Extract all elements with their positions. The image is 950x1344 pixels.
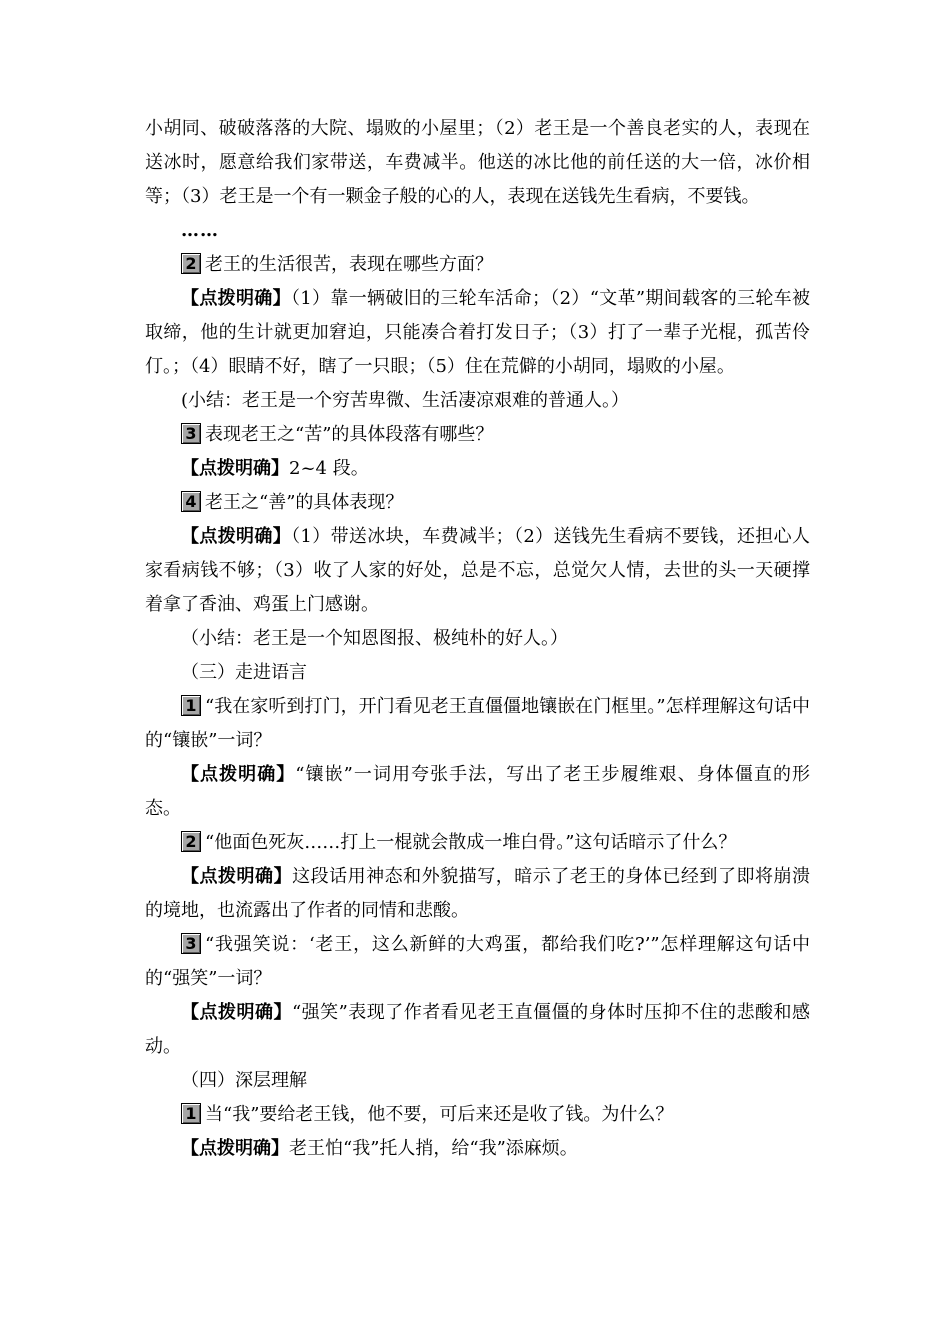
number-badge-2: 2 <box>181 831 201 852</box>
answer-text: “强笑”表现了作者看见老王直僵僵的身体时压抑不住的悲酸和感动。 <box>145 1002 811 1057</box>
question-text: 表现老王之“苦”的具体段落有哪些？ <box>205 424 494 445</box>
answer-3 <box>145 452 810 486</box>
language-answer-1 <box>145 758 810 826</box>
intro-paragraph: 小胡同、破破落落的大院、塌败的小屋里；（2）老王是一个善良老实的人，表现在送冰时，愿意给我们家带送，车费减半。他送的冰比他的前任送的大一倍，冰价相等；（3）老王是一个有一颗金子般的心的人，表现在送钱先生看病，不要钱。 <box>145 118 810 207</box>
answer-text: 这段话用神态和外貌描写，暗示了老王的身体已经到了即将崩溃的境地，也流露出了作者的同情和悲酸。 <box>145 866 810 921</box>
language-question-1 <box>145 690 810 758</box>
summary-2: (小结：老王是一个穷苦卑微、生活凄凉艰难的普通人。） <box>181 390 630 411</box>
number-badge-4: 4 <box>181 491 201 512</box>
question-text: 当“我”要给老王钱，他不要，可后来还是收了钱。为什么？ <box>205 1104 674 1125</box>
answer-label: 【点拨明确】 <box>181 458 289 479</box>
question-3 <box>145 418 810 452</box>
answer-4 <box>145 520 810 622</box>
answer-text: 2~4 段。 <box>289 458 369 479</box>
answer-label: 【点拨明确】 <box>181 1002 292 1023</box>
answer-2 <box>145 282 810 384</box>
language-question-3 <box>145 928 810 996</box>
number-badge-3: 3 <box>181 423 201 444</box>
answer-label: 【点拨明确】 <box>181 764 296 785</box>
question-2 <box>145 248 810 282</box>
answer-label: 【点拨明确】 <box>181 1138 289 1159</box>
answer-label: 【点拨明确】 <box>181 288 291 309</box>
answer-text: 老王怕“我”托人捎，给“我”添麻烦。 <box>289 1138 578 1159</box>
ellipsis: …… <box>181 220 219 241</box>
number-badge-3: 3 <box>181 933 201 954</box>
question-text: “我强笑说：‘老王，这么新鲜的大鸡蛋，都给我们吃?’”怎样理解这句话中的“强笑”一词？ <box>145 934 810 989</box>
number-badge-1: 1 <box>181 1103 201 1124</box>
deep-answer-1 <box>145 1132 810 1166</box>
answer-text: （1）靠一辆破旧的三轮车活命；（2）“文革”期间载客的三轮车被取缔，他的生计就更加窘迫，只能凑合着打发日子；（3）打了一辈子光棍，孤苦伶仃。；（4）眼睛不好，瞎了一只眼；（5）住在荒僻的小胡同，塌败的小屋。 <box>145 288 810 377</box>
section-heading-3: （三）走进语言 <box>181 662 307 683</box>
number-badge-2: 2 <box>181 253 201 274</box>
language-answer-3 <box>145 996 810 1064</box>
question-text: “他面色死灰……打上一棍就会散成一堆白骨。”这句话暗示了什么？ <box>205 832 737 853</box>
deep-question-1 <box>145 1098 810 1132</box>
summary-4: （小结：老王是一个知恩图报、极纯朴的好人。） <box>181 628 568 649</box>
answer-label: 【点拨明确】 <box>181 526 292 547</box>
number-badge-1: 1 <box>181 695 201 716</box>
question-text: 老王之“善”的具体表现？ <box>205 492 404 513</box>
language-answer-2 <box>145 860 810 928</box>
section-heading-4: （四）深层理解 <box>181 1070 307 1091</box>
answer-text: （1）带送冰块，车费减半；（2）送钱先生看病不要钱，还担心人家看病钱不够；（3）收了人家的好处，总是不忘，总觉欠人情，去世的头一天硬撑着拿了香油、鸡蛋上门感谢。 <box>145 526 810 615</box>
document-page <box>145 112 810 1166</box>
answer-label: 【点拨明确】 <box>181 866 293 887</box>
answer-text: “镶嵌”一词用夸张手法，写出了老王步履维艰、身体僵直的形态。 <box>145 764 811 819</box>
language-question-2 <box>145 826 810 860</box>
question-4 <box>145 486 810 520</box>
question-text: “我在家听到打门，开门看见老王直僵僵地镶嵌在门框里。”怎样理解这句话中的“镶嵌”一词？ <box>145 696 810 751</box>
question-text: 老王的生活很苦，表现在哪些方面？ <box>205 254 493 275</box>
